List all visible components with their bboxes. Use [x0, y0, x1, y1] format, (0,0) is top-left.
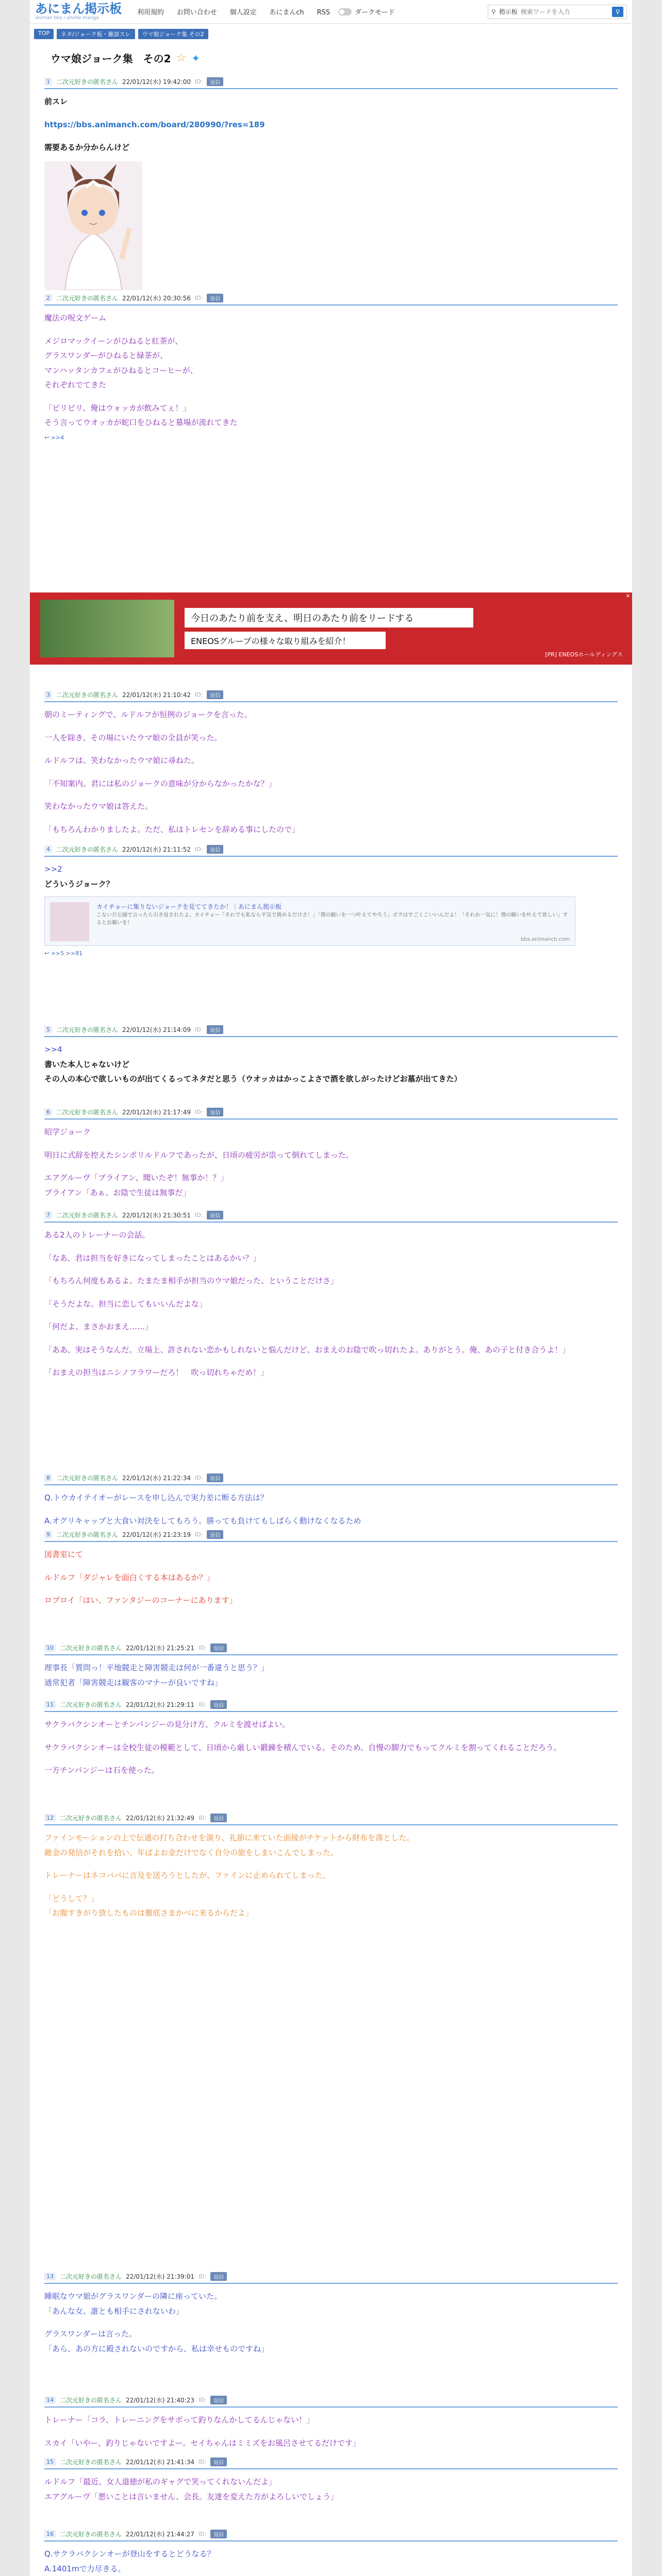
toggle-switch[interactable] [338, 8, 352, 15]
reply-links[interactable]: ↩ >>5 >>81 [44, 950, 83, 957]
post-line: マンハッタンカフェがひねるとコーヒーが、 [44, 365, 198, 375]
post-line: そう言ってウオッカが蛇口をひねると墓場が流れてきた [44, 418, 238, 427]
post-body [44, 702, 618, 837]
top-nav [132, 7, 335, 16]
dark-mode-toggle[interactable] [338, 7, 394, 16]
thread-title-row [51, 50, 632, 65]
post-body [44, 306, 618, 430]
post-line: エアグルーヴ「ブライアン、聞いたぞ！無事か！？」 [44, 1173, 228, 1182]
post-line: サクラバクシンオーは全校生徒の模範として、日頃から厳しい鍛錬を積んでいる。そのため、自慢の脚力でもってクルミを割ってくれることだろう。 [44, 1742, 561, 1752]
post-line: ルドルフ「最近、女人道徳が私のギャグで笑ってくれないんだよ」 [44, 2477, 277, 2486]
post-line [44, 1585, 618, 1593]
post [30, 1700, 632, 1778]
post-line: 「あんな女、誰とも相手にされないわ」 [44, 2306, 184, 2316]
post-line: 「あら、あの方に殿されないのですから、私は幸せものですね」 [44, 2344, 269, 2353]
post-line [44, 2318, 618, 2327]
post-header [44, 2272, 618, 2284]
post-number[interactable]: 4 [44, 845, 52, 853]
post-body [44, 857, 618, 891]
post-number[interactable]: 14 [44, 2396, 56, 2404]
post-line [44, 791, 618, 799]
post-line: グラスワンダーは言った。 [44, 2329, 137, 2338]
post-image[interactable] [44, 161, 142, 290]
page-title: ウマ娘ジョーク集 その2 [51, 53, 171, 65]
post-line: 「何だよ、まさかおまえ……」 [44, 1322, 153, 1331]
post-line: その人の本心で欲しいものが出てくるってネタだと思う（ウオッカはかっこよさで酒を欲しがったけどお墓が出てきた） [44, 1074, 462, 1083]
post-number[interactable]: 2 [44, 294, 52, 302]
post-number[interactable]: 9 [44, 1531, 52, 1538]
twitter-icon[interactable]: ✦ [191, 52, 201, 64]
post-line [44, 326, 618, 334]
post-line [44, 745, 618, 753]
post-id: ID: [194, 1475, 203, 1481]
post-line [44, 393, 618, 401]
post-id: ID: [194, 1531, 203, 1538]
post-body [44, 1120, 618, 1200]
post-header [44, 1700, 618, 1712]
poster-name: 二次元好きの匿名さん [56, 1531, 119, 1538]
reply-button[interactable]: 返信 [207, 1473, 223, 1482]
search-icon: ⚲ [491, 8, 496, 15]
reply-button[interactable]: 返信 [210, 1643, 227, 1652]
post [30, 77, 632, 290]
post-header [44, 1108, 618, 1120]
post [30, 1473, 632, 1528]
post-body [44, 1037, 618, 1087]
post [30, 1211, 632, 1380]
post-line: ルドルフは、笑わなかったウマ娘に尋ねた。 [44, 756, 200, 765]
post-line [44, 1140, 618, 1148]
nav-contact[interactable]: お問い合わせ [176, 9, 217, 16]
post-body [44, 1485, 618, 1528]
post-body [44, 2469, 618, 2504]
post-line: Q.サクラバクシンオーが登山をするとどうなる？ [44, 2549, 215, 2558]
post-number[interactable]: 5 [44, 1026, 52, 1033]
post-id: ID: [194, 1109, 203, 1115]
post-line: 「ビリビリ、俺はウォッカが飲みてぇ！」 [44, 403, 191, 413]
post-header [44, 2458, 618, 2469]
post-line: どういうジョーク？ [44, 879, 114, 889]
post-date: 22/01/12(水) 21:41:34 [126, 2459, 194, 2466]
reply-button[interactable]: 返信 [210, 2272, 227, 2281]
post-line: ファインモーションの上で伝通の打ち合わせを演り、礼節に来ていた面接がチケットから財布を落とした。 [44, 1833, 415, 1842]
poster-name: 二次元好きの匿名さん [56, 1026, 119, 1033]
post-line: 「おまえの担当はニシノフラワーだろ！ 吹っ切れちゃだめ！」 [44, 1368, 269, 1377]
post-id: ID: [198, 1701, 207, 1708]
post-id: ID: [194, 691, 203, 698]
ad-company: [PR] ENEOSホールディングス [545, 651, 623, 658]
post-header [44, 1025, 618, 1037]
link-card-thumbnail [50, 902, 89, 941]
post-line [44, 1755, 618, 1763]
search-input[interactable] [521, 8, 612, 15]
post-body [44, 1655, 618, 1690]
post [30, 1814, 632, 1921]
poster-name: 二次元好きの匿名さん [56, 846, 119, 853]
site-header [30, 0, 632, 24]
search-button[interactable]: ⚲ [612, 7, 623, 17]
post-date: 22/01/12(水) 21:14:09 [122, 1026, 191, 1033]
post-line: 「なあ、君は担当を好きになってしまったことはあるかい？」 [44, 1253, 261, 1263]
star-icon[interactable]: ☆ [176, 52, 187, 64]
post [30, 845, 632, 957]
post-body [44, 1542, 618, 1608]
post-line [44, 1334, 618, 1343]
post-line [44, 109, 618, 117]
post-line: エアグルーヴ「悪いことは言いません、会長。友達を変えた方がよろしいでしょう」 [44, 2492, 339, 2501]
post-date: 22/01/12(水) 21:25:21 [126, 1645, 194, 1652]
dark-mode-label: ダークモード [355, 9, 395, 16]
right-margin [632, 0, 662, 2576]
post-header [44, 1643, 618, 1655]
post [30, 2396, 632, 2450]
post-line: 通常犯者「障害競走は観客のマナーが良いですね」 [44, 1677, 223, 1687]
left-margin [0, 0, 30, 2576]
poster-name: 二次元好きの匿名さん [60, 1701, 122, 1708]
post-line: それぞれでてきた [44, 380, 107, 389]
reply-button[interactable]: 返信 [207, 1530, 223, 1539]
poster-name: 二次元好きの匿名さん [56, 1212, 119, 1219]
poster-name: 二次元好きの匿名さん [56, 1475, 119, 1482]
post-line: トレーナーはネコババに言及を送ろうとしたが、ファインに止められてしまった。 [44, 1871, 330, 1880]
post-line: A.1401mで力尽きる。 [44, 2564, 126, 2573]
post [30, 294, 632, 441]
logo-subtext: animan bbs / anime manga [35, 15, 99, 21]
link-card-desc: こないだ公園で言ったら引き返されたよ。カイチョー「それでも私なら平気で挑めるだけさ！」「僕の願いを一つ叶えてやろう」ボクはすごくこいいんだよ！「それか一気に！僕の願いを叶えて欲しい」するとお願いを！ [96, 912, 568, 926]
poster-name: 二次元好きの匿名さん [60, 1645, 122, 1652]
post-line [44, 1357, 618, 1365]
post [30, 1108, 632, 1200]
post-line: >>4 [44, 1045, 62, 1054]
post-line: 一人を除き、その場にいたウマ娘の全員が笑った。 [44, 733, 222, 742]
post-date: 22/01/12(水) 21:22:34 [122, 1475, 191, 1482]
post-date: 22/01/12(水) 21:11:52 [122, 846, 191, 853]
post-date: 22/01/12(水) 21:10:42 [122, 691, 191, 699]
post-header [44, 1814, 618, 1825]
nav-rss[interactable]: RSS [317, 9, 330, 16]
post-line [44, 1265, 618, 1274]
post-body [44, 2541, 618, 2576]
link-card-title: カイチョーに集りないジョークを見ててきたか！｜あにまん掲示板 [96, 903, 282, 910]
post-body [44, 2408, 618, 2450]
post-line: 理事長「質問っ！平地競走と障害競走は何が一番違うと思う？」 [44, 1663, 269, 1672]
post-id: ID: [194, 1026, 203, 1033]
post-line: Q.トウカイテイオーがレースを申し込んで実力差に断る方法は？ [44, 1493, 268, 1502]
post-id: ID: [198, 2459, 207, 2465]
post-line: 明日に式辞を控えたシンボリルドルフであったが、日頃の疲労が祟って倒れてしまった。 [44, 1150, 354, 1160]
search-scope[interactable]: 掲示板 [499, 8, 518, 15]
reply-button[interactable]: 返信 [210, 1814, 227, 1822]
post-line: 「どうして？」 [44, 1893, 99, 1903]
post-line [44, 1505, 618, 1514]
post-line [44, 132, 618, 140]
post-line: トレーナー「コラ、トレーニングをサボって釣りなんかしてるんじゃない！」 [44, 2415, 315, 2425]
post-line: 需要あるか分からんけど [44, 143, 130, 152]
post-id: ID: [198, 2531, 207, 2537]
post-line [44, 1860, 618, 1868]
post-line: 図書室にて [44, 1550, 84, 1559]
post-line: 魔法の呪文ゲーム [44, 313, 107, 323]
main-content [30, 0, 632, 2576]
post-date: 22/01/12(水) 21:39:01 [126, 2273, 194, 2280]
post-line: A.オグリキャップと大食い対決をしてもろう。勝っても負けてもしばらく動けなくなるため [44, 1516, 361, 1526]
post-header [44, 77, 618, 89]
poster-name: 二次元好きの匿名さん [60, 1815, 122, 1822]
post-id: ID: [198, 2273, 207, 2280]
post-id: ID: [194, 78, 203, 85]
nav-settings[interactable]: 個人設定 [229, 9, 257, 16]
post [30, 1530, 632, 1608]
post-line: 「もちろんわかりましたよ。ただ、私はトレセンを辞める事にしたので」 [44, 824, 300, 834]
poster-name: 二次元好きの匿名さん [60, 2531, 122, 2538]
post-line: ブライアン「あぁ、お陰で生徒は無事だ」 [44, 1188, 191, 1197]
post-line: ロブロイ「はい、ファンタジーのコーナーにあります」 [44, 1596, 237, 1605]
post-line: 「そうだよな。担当に恋してもいいんだよな」 [44, 1299, 207, 1309]
post-header [44, 845, 618, 857]
post-header [44, 294, 618, 306]
post [30, 2272, 632, 2356]
post-header [44, 1211, 618, 1223]
post-line: 昭学ジョーク [44, 1127, 91, 1137]
breadcrumb [34, 29, 628, 39]
post-header [44, 1473, 618, 1485]
post-number[interactable]: 10 [44, 1644, 56, 1652]
post-number[interactable]: 7 [44, 1211, 52, 1219]
post-date: 22/01/12(水) 19:42:00 [122, 78, 191, 86]
post-line: グラスワンダーがひねると緑茶が、 [44, 351, 168, 360]
post-line: ある2人のトレーナーの会話。 [44, 1230, 150, 1240]
post-header [44, 2530, 618, 2541]
post-number[interactable]: 12 [44, 1814, 56, 1822]
post-line: スカイ「いやー、釣りじゃないですよー。セイちゃんはミミズをお風呂させてるだけです」 [44, 2438, 360, 2448]
poster-name: 二次元好きの匿名さん [60, 2273, 122, 2280]
post-line: 睡眠なウマ娘がグラスワンダーの隣に座っていた。 [44, 2292, 222, 2301]
poster-name: 二次元好きの匿名さん [56, 295, 119, 302]
ad-image [40, 600, 174, 657]
ad-subheadline: ENEOSグループの様々な取り組みを紹介！ [185, 632, 386, 649]
breadcrumb-board[interactable]: ネタ/ジョーク板・雑談スレ [57, 29, 135, 39]
post-id: ID: [198, 2397, 207, 2403]
post-line: 前スレ [44, 97, 68, 106]
post-date: 22/01/12(水) 21:32:49 [126, 1815, 194, 1822]
post-line [44, 1311, 618, 1319]
post-header [44, 690, 618, 702]
post-number[interactable]: 13 [44, 2273, 56, 2280]
reply-button[interactable]: 返信 [210, 2458, 227, 2466]
post [30, 1643, 632, 1690]
poster-name: 二次元好きの匿名さん [56, 1109, 119, 1116]
post-line [44, 722, 618, 731]
post-line: 朝のミーティングで、ルドルフが恒例のジョークを言った。 [44, 710, 252, 719]
ad-close-icon[interactable]: ✕ [625, 594, 630, 599]
post-id: ID: [194, 1212, 203, 1218]
post-date: 22/01/12(水) 20:30:56 [122, 295, 191, 302]
poster-name: 二次元好きの匿名さん [56, 691, 119, 699]
reply-button[interactable]: 返信 [207, 845, 223, 854]
post [30, 690, 632, 837]
nav-terms[interactable]: 利用規約 [137, 9, 164, 16]
reply-button[interactable]: 返信 [207, 1108, 223, 1116]
nav-animanch[interactable]: あにまんch [269, 9, 304, 16]
post-id: ID: [198, 1815, 207, 1821]
poster-name: 二次元好きの匿名さん [56, 78, 119, 86]
post-header [44, 2396, 618, 2408]
post-id: ID: [198, 1645, 207, 1651]
post-line [44, 1162, 618, 1171]
poster-name: 二次元好きの匿名さん [60, 2397, 122, 2404]
post-body [44, 1223, 618, 1380]
post-number[interactable]: 15 [44, 2458, 56, 2466]
post-line: 笑わなかったウマ娘は答えた。 [44, 802, 153, 811]
post-number[interactable]: 1 [44, 78, 52, 86]
post-line: 「不知案内。君には私のジョークの意味が分からなかったかな？」 [44, 778, 276, 788]
reply-button[interactable]: 返信 [207, 1211, 223, 1219]
advertisement-banner[interactable] [30, 592, 632, 665]
search-box [488, 5, 627, 19]
post-line [44, 1243, 618, 1251]
post-number[interactable]: 6 [44, 1108, 52, 1116]
post-body [44, 1712, 618, 1778]
reply-button[interactable]: 返信 [207, 690, 223, 699]
post [30, 1025, 632, 1087]
site-logo[interactable] [35, 3, 122, 21]
link-card[interactable] [44, 896, 575, 946]
post-number[interactable]: 16 [44, 2530, 56, 2538]
reply-button[interactable]: 返信 [207, 1025, 223, 1034]
post-body [44, 1825, 618, 1921]
breadcrumb-thread[interactable]: ウマ娘ジョーク集 その2 [138, 29, 208, 39]
post-date: 22/01/12(水) 21:30:51 [122, 1212, 191, 1219]
post-line: 敵金の発信がそれを拾い、年ばよお金だけでなく自分の旅をしまいこんでしまった。 [44, 1848, 339, 1857]
post-body [44, 2284, 618, 2356]
post-line [44, 2428, 618, 2436]
post-line [44, 1562, 618, 1570]
post [30, 2530, 632, 2576]
post-line [44, 1883, 618, 1891]
post-line: メジロマックイーンがひねると紅茶が、 [44, 336, 183, 346]
post-id: ID: [194, 295, 203, 301]
post-date: 22/01/12(水) 21:23:19 [122, 1531, 191, 1538]
breadcrumb-top[interactable]: TOP [34, 29, 54, 39]
post-line: 「ああ、実はそうなんだ。立場上、許されない恋かもしれないと悩んだけど、おまえのお陰で吹っ切れたよ。ありがとう。俺、あの子と付き合うよ！」 [44, 1345, 570, 1354]
reply-button[interactable]: 返信 [210, 2530, 227, 2538]
post-id: ID: [194, 846, 203, 853]
post [30, 2458, 632, 2504]
post-number[interactable]: 11 [44, 1701, 56, 1708]
post-line: サクラバクシンオーとチンパンジーの見分け方、クルミを渡せばよい。 [44, 1720, 290, 1729]
post-number[interactable]: 3 [44, 691, 52, 699]
post-line [44, 768, 618, 776]
poster-name: 二次元好きの匿名さん [60, 2459, 122, 2466]
post-date: 22/01/12(水) 21:44:27 [126, 2531, 194, 2538]
post-body [44, 89, 618, 155]
post-date: 22/01/12(水) 21:17:49 [122, 1109, 191, 1116]
link-card-url: bbs.animanch.com [521, 937, 570, 942]
reply-button[interactable]: 返信 [210, 1700, 227, 1709]
post-line: 「もちろん何度もあるよ。たまたま相手が担当のウマ娘だった、ということだけさ」 [44, 1276, 339, 1285]
post-line: ルドルフ「ダジャレを面白くする本はあるか？」 [44, 1572, 214, 1582]
reply-links[interactable]: ↩ >>4 [44, 434, 64, 441]
post-line: 一方チンパンジーは石を使った。 [44, 1766, 159, 1775]
post-date: 22/01/12(水) 21:40:23 [126, 2397, 194, 2404]
ad-headline: 今日のあたり前を支え、明日のあたり前をリードする [185, 608, 473, 628]
post-line [44, 1289, 618, 1297]
post-line [44, 814, 618, 822]
post-line: >>2 [44, 865, 62, 874]
reply-button[interactable]: 返信 [210, 2396, 227, 2404]
post-line[interactable]: https://bbs.animanch.com/board/280990/?res=189 [44, 120, 265, 129]
post-line: 書いた本人じゃないけど [44, 1059, 130, 1069]
logo-text: あにまん掲示板 [35, 2, 122, 16]
reply-button[interactable]: 返信 [207, 77, 223, 86]
reply-button[interactable]: 返信 [207, 294, 223, 302]
post-number[interactable]: 8 [44, 1474, 52, 1482]
post-line [44, 1732, 618, 1740]
post-header [44, 1530, 618, 1542]
post-line: 「お腹すきがり放したものは徹底さまかべに来るからだよ」 [44, 1908, 254, 1918]
post-date: 22/01/12(水) 21:29:11 [126, 1701, 194, 1708]
